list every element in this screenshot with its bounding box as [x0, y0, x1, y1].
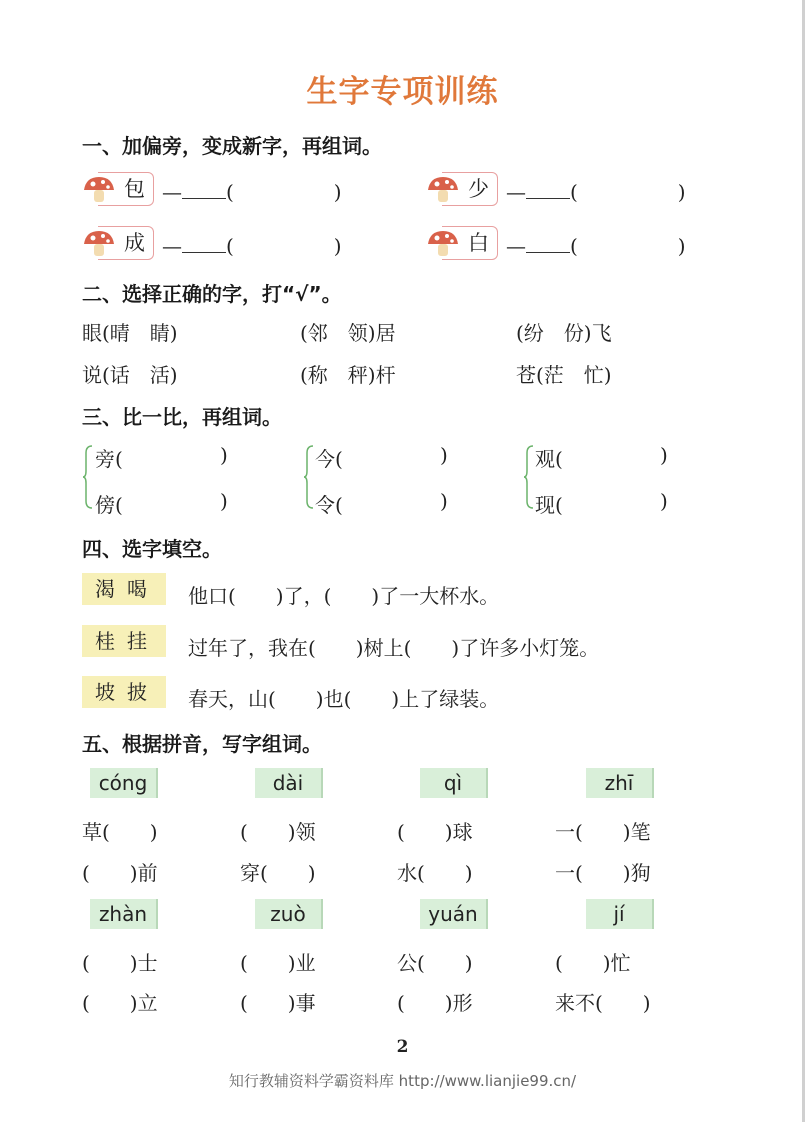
section2-heading: 二、选择正确的字，打“√”。 — [82, 282, 342, 306]
section3-heading: 三、比一比，再组词。 — [82, 405, 282, 429]
pinyin-box: zhàn — [90, 899, 158, 929]
close-paren: ) — [220, 443, 228, 467]
pinyin-box: cóng — [90, 768, 158, 798]
char-box: 成 — [98, 226, 154, 260]
mushroom-icon — [82, 228, 116, 258]
mushroom-icon — [82, 174, 116, 204]
choice-item: (纷 份)飞 — [516, 321, 612, 345]
dash: — ( ) — [162, 180, 342, 204]
pinyin-box: dài — [255, 768, 323, 798]
page-title: 生字专项训练 — [306, 74, 499, 110]
section5-heading: 五、根据拼音，写字组词。 — [82, 732, 322, 756]
word-item: ( )立 — [82, 991, 158, 1015]
fill-sentence: 过年了，我在( )树上( )了许多小灯笼。 — [188, 636, 600, 660]
section4-heading: 四、选字填空。 — [82, 537, 222, 561]
pinyin-box: zhī — [586, 768, 654, 798]
fill-sentence: 他口( )了，( )了一大杯水。 — [188, 584, 500, 608]
char-choice-box: 桂挂 — [82, 625, 166, 657]
compare-item: 令( — [315, 493, 343, 517]
word-item: 公( ) — [397, 951, 473, 975]
dash: — ( ) — [162, 234, 342, 258]
fill-sentence: 春天，山( )也( )上了绿装。 — [188, 687, 500, 711]
choice-item: 苍(茫 忙) — [516, 363, 612, 387]
word-item: ( )忙 — [555, 951, 631, 975]
close-paren: ) — [440, 489, 448, 513]
footer-watermark: 知行教辅资料学霸资料库 http://www.lianjie99.cn/ — [228, 1072, 577, 1090]
word-item: ( )前 — [82, 861, 158, 885]
pinyin-box: zuò — [255, 899, 323, 929]
compare-item: 现( — [535, 493, 563, 517]
section1-heading: 一、加偏旁，变成新字，再组词。 — [82, 134, 382, 158]
word-item: ( )形 — [397, 991, 473, 1015]
brace-icon — [524, 445, 534, 509]
char-box: 包 — [98, 172, 154, 206]
choice-item: 说(话 活) — [82, 363, 178, 387]
choice-item: 眼(晴 睛) — [82, 321, 178, 345]
dash: — ( ) — [506, 234, 686, 258]
page-number: 2 — [396, 1037, 409, 1057]
word-item: 草( ) — [82, 820, 158, 844]
word-item: 穿( ) — [240, 861, 316, 885]
word-item: ( )事 — [240, 991, 316, 1015]
close-paren: ) — [220, 489, 228, 513]
char-choice-box: 坡披 — [82, 676, 166, 708]
word-item: 一( )笔 — [555, 820, 651, 844]
choice-item: (称 秤)杆 — [300, 363, 396, 387]
word-item: ( )士 — [82, 951, 158, 975]
dash: — ( ) — [506, 180, 686, 204]
word-item: 来不( ) — [555, 991, 651, 1015]
compare-item: 观( — [535, 447, 563, 471]
close-paren: ) — [660, 489, 668, 513]
pinyin-box: yuán — [420, 899, 488, 929]
compare-item: 傍( — [95, 493, 123, 517]
close-paren: ) — [440, 443, 448, 467]
compare-item: 旁( — [95, 447, 123, 471]
pinyin-box: jí — [586, 899, 654, 929]
char-choice-box: 渴喝 — [82, 573, 166, 605]
pinyin-box: qì — [420, 768, 488, 798]
char-box: 白 — [442, 226, 498, 260]
char-box: 少 — [442, 172, 498, 206]
word-item: 一( )狗 — [555, 861, 651, 885]
close-paren: ) — [660, 443, 668, 467]
word-item: 水( ) — [397, 861, 473, 885]
brace-icon — [83, 445, 93, 509]
mushroom-icon — [426, 228, 460, 258]
choice-item: (邻 领)居 — [300, 321, 396, 345]
word-item: ( )球 — [397, 820, 473, 844]
brace-icon — [304, 445, 314, 509]
word-item: ( )领 — [240, 820, 316, 844]
word-item: ( )业 — [240, 951, 316, 975]
compare-item: 今( — [315, 447, 343, 471]
mushroom-icon — [426, 174, 460, 204]
